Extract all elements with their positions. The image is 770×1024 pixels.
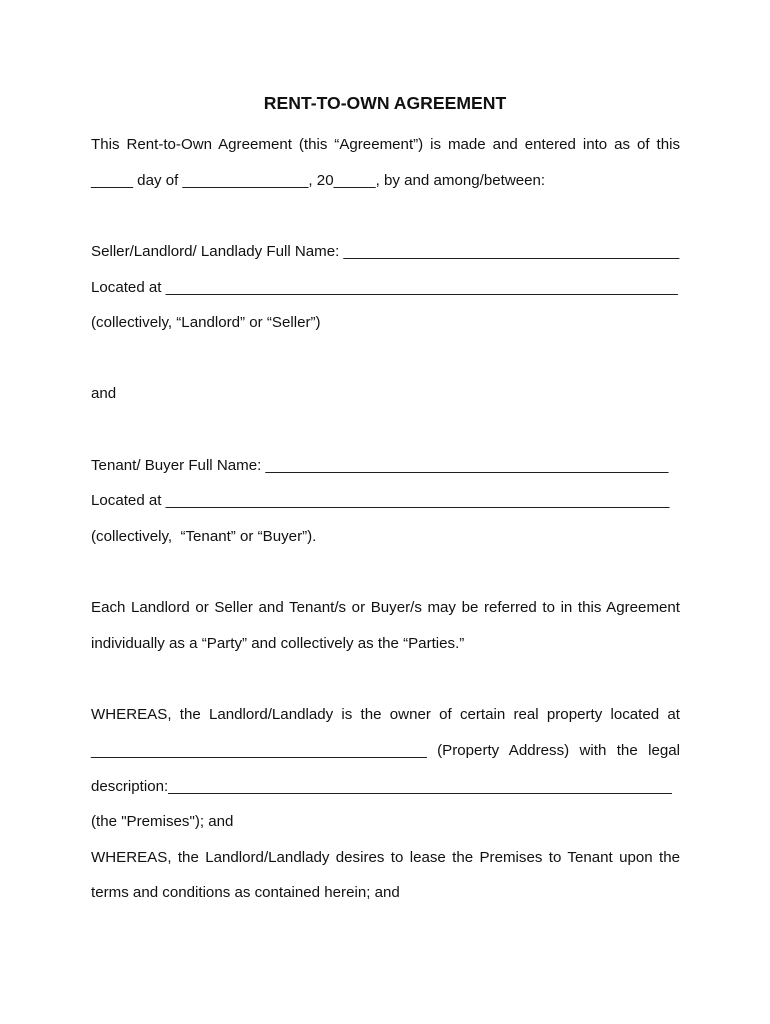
seller-name-line [91, 234, 680, 270]
year-blank: _____ [333, 171, 376, 189]
month-blank: _______________ [182, 171, 309, 189]
whereas-lease-clause-line-2: terms and conditions as contained herein; and [91, 884, 400, 902]
preamble-closing: , by and among/between: [375, 171, 546, 189]
tenant-name-line [91, 448, 680, 484]
seller-address-blank: _____________________________________________________________ [165, 278, 678, 296]
whereas-lease-clause-line-1: WHEREAS, the Landlord/Landlady desires to lease the Premises to Tenant upon the [91, 848, 680, 866]
parties-definition-line-1: Each Landlord or Seller and Tenant/s or Buyer/s may be referred to in this Agreement [91, 599, 680, 617]
seller-name-blank: ________________________________________ [343, 242, 680, 260]
tenant-address-label: Located at [91, 492, 166, 510]
legal-description-line [91, 769, 680, 805]
whereas-owner-clause: WHEREAS, the Landlord/Landlady is the owner of certain real property located at [91, 706, 680, 724]
tenant-address-blank: ____________________________________________________________ [165, 492, 670, 510]
tenant-collective-definition: (collectively, “Tenant” or “Buyer”). [91, 528, 317, 546]
property-address-blank: ________________________________________ [91, 741, 427, 759]
tenant-name-label: Tenant/ Buyer Full Name: [91, 456, 266, 474]
seller-collective-definition: (collectively, “Landlord” or “Seller”) [91, 314, 321, 332]
tenant-address-line [91, 483, 680, 519]
preamble-date-line [91, 163, 680, 199]
premises-definition: (the "Premises"); and [91, 813, 234, 831]
conjunction-and: and [91, 385, 117, 403]
document-body [91, 127, 680, 911]
property-address-line [91, 733, 680, 769]
legal-description-label: description: [91, 777, 169, 795]
spacer [91, 555, 680, 591]
spacer [91, 198, 680, 234]
day-of-text: day of [132, 171, 183, 189]
day-blank: _____ [91, 171, 133, 189]
preamble-opening: This Rent-to-Own Agreement (this “Agreement”) is made and entered into as of this [91, 136, 680, 153]
spacer [91, 662, 680, 698]
property-address-suffix: (Property Address) with the legal [426, 741, 680, 759]
document-title: RENT-TO-OWN AGREEMENT [263, 93, 507, 113]
spacer [91, 412, 680, 448]
parties-definition-line-2: individually as a “Party” and collectively as the “Parties.” [91, 634, 465, 652]
seller-name-label: Seller/Landlord/ Landlady Full Name: [91, 242, 344, 260]
year-prefix-text: , 20 [308, 171, 334, 189]
spacer [91, 341, 680, 377]
seller-address-label: Located at [91, 278, 166, 296]
seller-address-line [91, 270, 680, 306]
legal-description-blank: ____________________________________________________________ [168, 777, 672, 795]
tenant-name-blank: ________________________________________________ [265, 456, 669, 474]
